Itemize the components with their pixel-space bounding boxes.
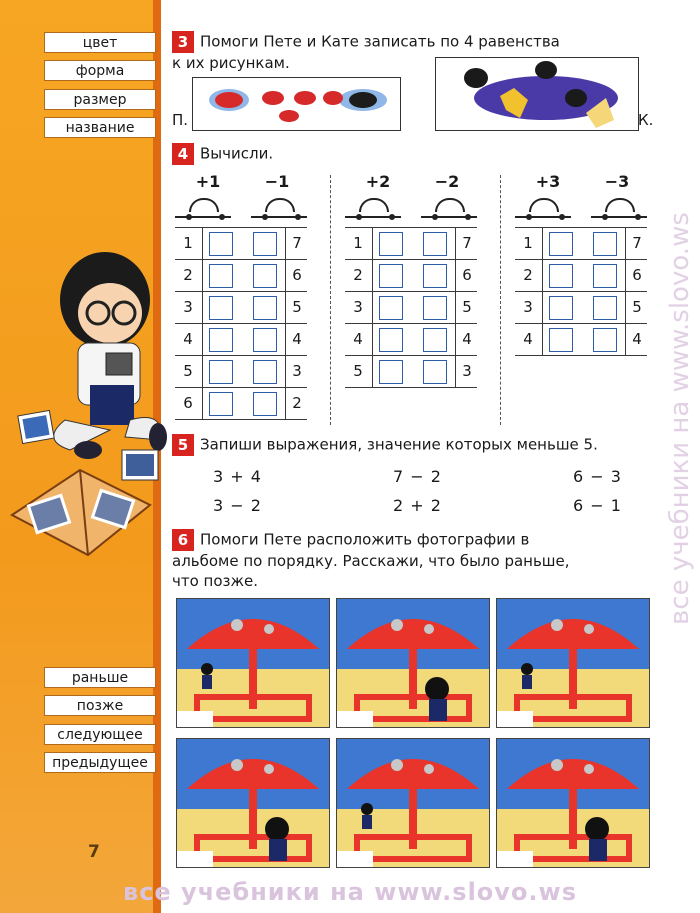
- answer-box[interactable]: [549, 296, 573, 320]
- left-number: 2: [353, 266, 363, 284]
- answer-box[interactable]: [209, 392, 233, 416]
- left-number: 1: [183, 234, 193, 252]
- left-number: 1: [353, 234, 363, 252]
- answer-box[interactable]: [549, 264, 573, 288]
- task-5-expr: 2 + 2: [393, 496, 442, 515]
- page-number: 7: [88, 842, 100, 862]
- answer-box[interactable]: [423, 296, 447, 320]
- watermark-side: все учебники на www.slovo.ws: [665, 212, 695, 625]
- task-4-text: Вычисли.: [200, 144, 274, 163]
- task-4-number: 4: [172, 143, 194, 165]
- task-5: [172, 434, 598, 456]
- task-3-text-line1: Помоги Пете и Кате записать по 4 равенства: [200, 32, 560, 51]
- number-dot: [262, 214, 268, 220]
- sandbox-photo: [496, 598, 650, 728]
- right-number: 4: [632, 330, 642, 348]
- number-dot: [635, 214, 641, 220]
- right-number: 5: [292, 298, 302, 316]
- answer-box[interactable]: [209, 264, 233, 288]
- task-5-text: Запиши выражения, значение которых меньше 5.: [200, 435, 598, 454]
- answer-box[interactable]: [209, 360, 233, 384]
- answer-box[interactable]: [379, 232, 403, 256]
- grid-line: [345, 259, 477, 260]
- answer-box[interactable]: [593, 264, 617, 288]
- right-number: 5: [462, 298, 472, 316]
- task-3-leaves-picture: [435, 57, 639, 131]
- arrow-arc: [435, 198, 465, 212]
- sandbox-photo: [176, 598, 330, 728]
- number-dot: [356, 214, 362, 220]
- answer-box[interactable]: [423, 360, 447, 384]
- grid-line: [515, 323, 647, 324]
- left-number: 3: [523, 298, 533, 316]
- task-3-right-label: К.: [638, 111, 654, 129]
- answer-box[interactable]: [209, 328, 233, 352]
- left-number: 6: [183, 394, 193, 412]
- task-5-expr: 3 − 2: [213, 496, 262, 515]
- right-number: 6: [462, 266, 472, 284]
- grid-line: [372, 227, 373, 387]
- right-number: 2: [292, 394, 302, 412]
- grid-line: [175, 355, 307, 356]
- task-6-number: 6: [172, 529, 194, 551]
- left-number: 3: [183, 298, 193, 316]
- keyword-previous: предыдущее: [44, 752, 156, 773]
- keyword-shape: форма: [44, 60, 156, 81]
- task-6-text-line2: альбоме по порядку. Расскажи, что было раньше,: [172, 552, 570, 570]
- number-dot: [389, 214, 395, 220]
- right-number: 5: [632, 298, 642, 316]
- arrow-arc: [529, 198, 559, 212]
- left-number: 2: [523, 266, 533, 284]
- grid-line: [345, 227, 477, 228]
- task-4-divider-2: [500, 175, 502, 425]
- grid-line: [175, 387, 307, 388]
- left-number: 1: [523, 234, 533, 252]
- task-3-left-label: П.: [172, 111, 189, 129]
- right-number: 7: [462, 234, 472, 252]
- number-dot: [526, 214, 532, 220]
- task-5-number: 5: [172, 434, 194, 456]
- arrow-arc: [359, 198, 389, 212]
- right-number: 4: [292, 330, 302, 348]
- answer-box[interactable]: [253, 328, 277, 352]
- minus-label: −2: [434, 172, 460, 191]
- left-number: 5: [353, 362, 363, 380]
- answer-box[interactable]: [253, 392, 277, 416]
- grid-line: [175, 227, 307, 228]
- left-number: 5: [183, 362, 193, 380]
- answer-box[interactable]: [423, 232, 447, 256]
- task-5-expr: 7 − 2: [393, 467, 442, 486]
- answer-box[interactable]: [209, 232, 233, 256]
- grid-line: [175, 259, 307, 260]
- task-3-text-line2: к их рисункам.: [172, 54, 290, 72]
- task-4: [172, 143, 273, 165]
- grid-line: [455, 227, 456, 387]
- sandbox-photo: [336, 738, 490, 868]
- grid-line: [515, 355, 647, 356]
- answer-box[interactable]: [423, 264, 447, 288]
- plus-label: +2: [365, 172, 391, 191]
- answer-box[interactable]: [379, 360, 403, 384]
- answer-box[interactable]: [253, 264, 277, 288]
- grid-line: [515, 259, 647, 260]
- task-4-divider-1: [330, 175, 332, 425]
- sandbox-photo: [496, 738, 650, 868]
- grid-line: [175, 323, 307, 324]
- keyword-size: размер: [44, 89, 156, 110]
- number-dot: [602, 214, 608, 220]
- answer-box[interactable]: [593, 232, 617, 256]
- minus-label: −1: [264, 172, 290, 191]
- grid-line: [345, 355, 477, 356]
- arrow-arc: [265, 198, 295, 212]
- left-number: 4: [183, 330, 193, 348]
- answer-box[interactable]: [253, 296, 277, 320]
- grid-line: [345, 323, 477, 324]
- plus-label: +3: [535, 172, 561, 191]
- answer-box[interactable]: [593, 328, 617, 352]
- task-6-text-line3: что позже.: [172, 572, 259, 590]
- sandbox-photo: [176, 738, 330, 868]
- grid-line: [175, 291, 307, 292]
- task-5-expr: 3 + 4: [213, 467, 262, 486]
- number-dot: [432, 214, 438, 220]
- boy-illustration: [10, 225, 170, 585]
- task-6-text-line1: Помоги Пете расположить фотографии в: [200, 530, 530, 549]
- right-number: 6: [292, 266, 302, 284]
- right-number: 7: [632, 234, 642, 252]
- right-number: 4: [462, 330, 472, 348]
- right-number: 3: [462, 362, 472, 380]
- grid-line: [515, 227, 647, 228]
- answer-box[interactable]: [593, 296, 617, 320]
- answer-box[interactable]: [423, 328, 447, 352]
- arrow-arc: [605, 198, 635, 212]
- minus-label: −3: [604, 172, 630, 191]
- number-dot: [219, 214, 225, 220]
- answer-box[interactable]: [549, 328, 573, 352]
- arrow-arc: [189, 198, 219, 212]
- task-5-expr: 6 − 1: [573, 496, 622, 515]
- task-3-number: 3: [172, 31, 194, 53]
- right-number: 6: [632, 266, 642, 284]
- task-5-expr: 6 − 3: [573, 467, 622, 486]
- number-dot: [186, 214, 192, 220]
- left-number: 2: [183, 266, 193, 284]
- keyword-color: цвет: [44, 32, 156, 53]
- grid-line: [515, 291, 647, 292]
- keyword-before: раньше: [44, 667, 156, 688]
- task-6: [172, 529, 662, 591]
- number-dot: [465, 214, 471, 220]
- answer-box[interactable]: [379, 296, 403, 320]
- keyword-next: следующее: [44, 724, 156, 745]
- answer-box[interactable]: [209, 296, 233, 320]
- answer-box[interactable]: [549, 232, 573, 256]
- left-number: 4: [523, 330, 533, 348]
- watermark-bottom: все учебники на www.slovo.ws: [123, 878, 577, 906]
- sandbox-photo: [336, 598, 490, 728]
- right-number: 3: [292, 362, 302, 380]
- number-dot: [295, 214, 301, 220]
- answer-box[interactable]: [379, 328, 403, 352]
- right-number: 7: [292, 234, 302, 252]
- grid-line: [345, 291, 477, 292]
- plus-label: +1: [195, 172, 221, 191]
- number-dot: [559, 214, 565, 220]
- keyword-name: название: [44, 117, 156, 138]
- left-number: 3: [353, 298, 363, 316]
- answer-box[interactable]: [379, 264, 403, 288]
- task-3-bugs-picture: [192, 77, 401, 131]
- keyword-after: позже: [44, 695, 156, 716]
- grid-line: [345, 387, 477, 388]
- left-number: 4: [353, 330, 363, 348]
- answer-box[interactable]: [253, 360, 277, 384]
- answer-box[interactable]: [253, 232, 277, 256]
- grid-line: [175, 419, 307, 420]
